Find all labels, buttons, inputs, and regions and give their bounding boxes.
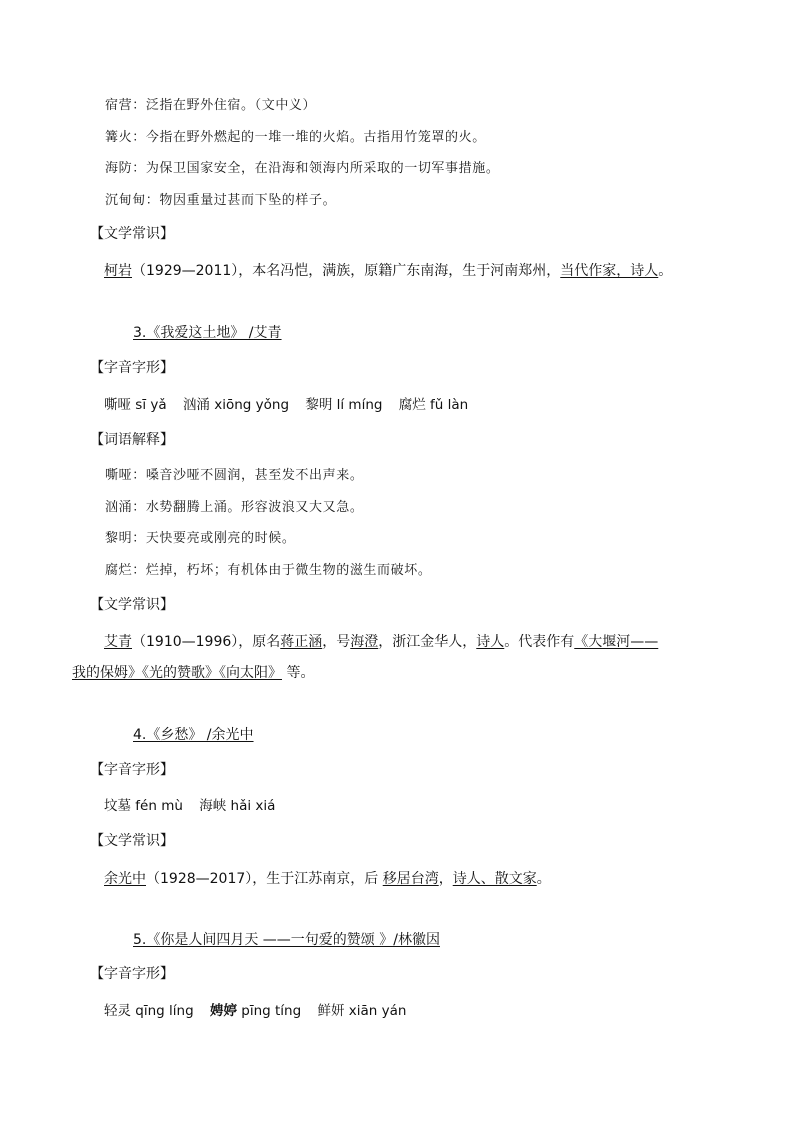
definition-line: 腐烂：烂掉，朽坏；有机体由于微生物的滋生而破坏。	[105, 563, 432, 578]
definition-line: 海防：为保卫国家安全，在沿海和领海内所采取的一切军事措施。	[105, 161, 500, 176]
author-note-aiqing-cont: 我的保姆》《光的赞歌》《向太阳》 等。	[72, 665, 315, 681]
author-note-yuguangzhong: 余光中（1928—2017），生于江苏南京，后 移居台湾，诗人、散文家。	[104, 871, 551, 887]
definition-line: 沉甸甸：物因重量过甚而下坠的样子。	[105, 193, 337, 208]
section-heading-pronunciation: 【字音字形】	[90, 360, 174, 376]
author-note-aiqing: 艾青（1910—1996），原名蒋正涵，号海澄，浙江金华人，诗人。代表作有《大堰河——	[104, 634, 659, 650]
section-heading-literature: 【文学常识】	[90, 226, 174, 242]
pronunciation-list: 嘶哑 sī yǎ 汹涌 xiōng yǒng 黎明 lí míng 腐烂 fǔ làn	[104, 397, 469, 413]
definition-line: 宿营：泛指在野外住宿。（文中义）	[105, 98, 317, 113]
pronunciation-list: 轻灵 qīng líng 娉婷 pīng tíng 鲜妍 xiān yán	[104, 1003, 407, 1019]
section-title-3: 3.《我爱这土地》 /艾青	[133, 325, 282, 341]
section-title-5: 5.《你是人间四月天 ——一句爱的赞颂 》/林徽因	[133, 932, 440, 948]
definition-line: 嘶哑：嗓音沙哑不圆润，甚至发不出声来。	[105, 468, 364, 483]
section-heading-pronunciation: 【字音字形】	[90, 966, 174, 982]
pronunciation-list: 坟墓 fén mù 海峡 hǎi xiá	[104, 798, 276, 814]
definition-line: 汹涌：水势翻腾上涌。形容波浪又大又急。	[105, 500, 364, 515]
section-title-4: 4.《乡愁》 /余光中	[133, 727, 254, 743]
section-heading-literature: 【文学常识】	[90, 833, 174, 849]
author-note-keyan: 柯岩（1929—2011），本名冯恺，满族，原籍广东南海，生于河南郑州，当代作家，诗人。	[104, 263, 673, 279]
section-heading-pronunciation: 【字音字形】	[90, 762, 174, 778]
section-heading-vocabulary: 【词语解释】	[90, 432, 174, 448]
definition-line: 黎明：天快要亮或刚亮的时候。	[105, 531, 296, 546]
definition-line: 篝火：今指在野外燃起的一堆一堆的火焰。古指用竹笼罩的火。	[105, 130, 486, 145]
section-heading-literature: 【文学常识】	[90, 597, 174, 613]
